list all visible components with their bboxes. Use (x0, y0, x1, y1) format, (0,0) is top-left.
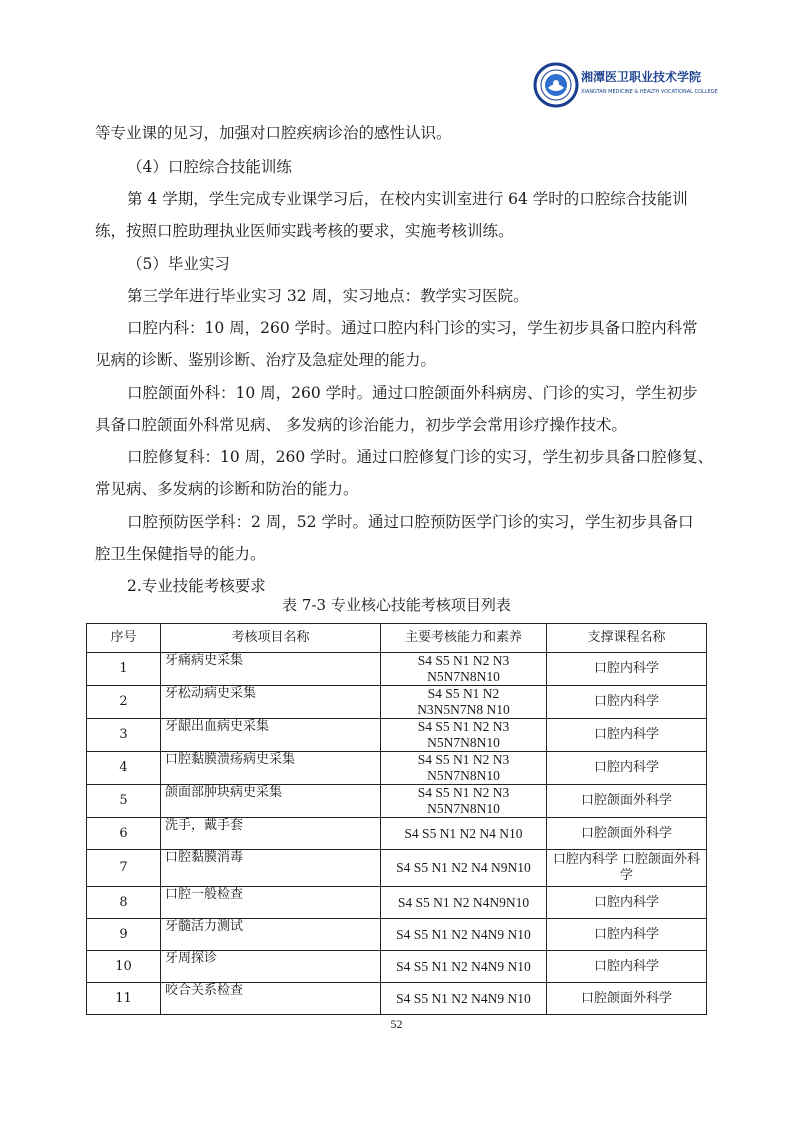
cell-no: 2 (87, 686, 161, 719)
cell-no: 3 (87, 719, 161, 752)
cell-course: 口腔内科学 口腔颌面外科学 (547, 850, 707, 887)
ability-line: N5N7N8N10 (427, 768, 500, 783)
cell-no: 9 (87, 919, 161, 951)
cell-name: 牙松动病史采集 (161, 686, 381, 719)
table-row (87, 719, 707, 752)
cell-no: 7 (87, 850, 161, 887)
cell-ability: S4 S5 N1 N2 N4N9N10 (381, 887, 547, 919)
cell-no: 10 (87, 951, 161, 983)
paragraph-line: 第 4 学期，学生完成专业课学习后，在校内实训室进行 64 学时的口腔综合技能训 (127, 190, 688, 208)
cell-name: 洗手，戴手套 (161, 818, 381, 850)
paragraph-line: 具备口腔颌面外科常见病、 多发病的诊治能力，初步学会常用诊疗操作技术。 (95, 416, 627, 434)
cell-no: 6 (87, 818, 161, 850)
cell-course: 口腔颌面外科学 (547, 818, 707, 850)
cell-ability: S4 S5 N1 N2 N4 N10 (381, 818, 547, 850)
skills-table (86, 623, 707, 1015)
cell-no: 8 (87, 887, 161, 919)
table-row (87, 653, 707, 686)
header-name: 考核项目名称 (161, 624, 381, 653)
cell-course: 口腔内科学 (547, 951, 707, 983)
ability-line: S4 S5 N1 N2 N3 (417, 752, 510, 767)
cell-course: 口腔内科学 (547, 752, 707, 785)
cell-no: 5 (87, 785, 161, 818)
cell-ability: S4 S5 N1 N2 N4N9 N10 (381, 951, 547, 983)
paragraph-line: 常见病、多发病的诊断和防治的能力。 (95, 480, 359, 498)
paragraph-line: 口腔修复科：10 周，260 学时。通过口腔修复门诊的实习，学生初步具备口腔修复、 (127, 448, 714, 466)
table-row (87, 919, 707, 951)
cell-no: 1 (87, 653, 161, 686)
cell-name: 牙周探诊 (161, 951, 381, 983)
table-caption: 表 7-3 专业核心技能考核项目列表 (282, 596, 511, 614)
cell-name: 颌面部肿块病史采集 (161, 785, 381, 818)
header-no: 序号 (87, 624, 161, 653)
ability-line: N5N7N8N10 (427, 735, 500, 750)
cell-course: 口腔内科学 (547, 686, 707, 719)
cell-ability (381, 752, 547, 785)
cell-course: 口腔内科学 (547, 887, 707, 919)
paragraph-line: 口腔颌面外科：10 周，260 学时。通过口腔颌面外科病房、门诊的实习，学生初步 (127, 384, 698, 402)
cell-course: 口腔内科学 (547, 719, 707, 752)
ability-line: S4 S5 N1 N2 N3 (417, 719, 510, 734)
page-number: 52 (390, 1017, 403, 1031)
header-logo (533, 62, 718, 112)
cell-name: 口腔一般检查 (161, 887, 381, 919)
ability-line: N5N7N8N10 (427, 669, 500, 684)
cell-course: 口腔内科学 (547, 653, 707, 686)
table-row (87, 752, 707, 785)
subheading: （4）口腔综合技能训练 (127, 158, 292, 176)
ability-line: S4 S5 N1 N2 N3 (417, 653, 510, 668)
ability-line: S4 S5 N1 N2 (427, 686, 500, 701)
school-name: 湘潭医卫职业技术学院 (581, 70, 702, 84)
table-row (87, 686, 707, 719)
cell-ability (381, 785, 547, 818)
cell-name: 口腔黏膜消毒 (161, 850, 381, 887)
cell-no: 4 (87, 752, 161, 785)
table-row (87, 887, 707, 919)
cell-name: 牙痛病史采集 (161, 653, 381, 686)
cell-ability: S4 S5 N1 N2 N4 N9N10 (381, 850, 547, 887)
paragraph-line: 口腔内科：10 周，260 学时。通过口腔内科门诊的实习，学生初步具备口腔内科常 (127, 319, 698, 337)
cell-no: 11 (87, 983, 161, 1015)
header-ability: 主要考核能力和素养 (381, 624, 547, 653)
school-seal-icon (533, 62, 579, 108)
table-header-row (87, 624, 707, 653)
cell-course: 口腔颌面外科学 (547, 983, 707, 1015)
table-row (87, 983, 707, 1015)
ability-line: N5N7N8N10 (427, 801, 500, 816)
cell-name: 咬合关系检查 (161, 983, 381, 1015)
cell-course: 口腔颌面外科学 (547, 785, 707, 818)
paragraph-line: 见病的诊断、鉴别诊断、治疗及急症处理的能力。 (95, 351, 437, 369)
table-row (87, 785, 707, 818)
paragraph-line: 等专业课的见习，加强对口腔疾病诊治的感性认识。 (95, 124, 452, 142)
cell-ability: S4 S5 N1 N2 N4N9 N10 (381, 919, 547, 951)
school-name-en: XIANGTAN MEDICINE & HEALTH VOCATIONAL COLLEGE (581, 89, 718, 95)
table-row (87, 951, 707, 983)
cell-ability (381, 719, 547, 752)
header-course: 支撑课程名称 (547, 624, 707, 653)
cell-name: 牙龈出血病史采集 (161, 719, 381, 752)
cell-course: 口腔内科学 (547, 919, 707, 951)
ability-line: N3N5N7N8 N10 (417, 702, 510, 717)
paragraph-line: 练，按照口腔助理执业医师实践考核的要求，实施考核训练。 (95, 222, 514, 240)
paragraph-line: 第三学年进行毕业实习 32 周，实习地点：教学实习医院。 (127, 287, 529, 305)
paragraph-line: 腔卫生保健指导的能力。 (95, 545, 266, 563)
cell-ability (381, 653, 547, 686)
section-heading: 2.专业技能考核要求 (127, 577, 266, 595)
subheading: （5）毕业实习 (127, 255, 230, 273)
paragraph-line: 口腔预防医学科：2 周，52 学时。通过口腔预防医学门诊的实习，学生初步具备口 (127, 513, 694, 531)
cell-ability (381, 686, 547, 719)
table-row (87, 850, 707, 887)
cell-name: 牙髓活力测试 (161, 919, 381, 951)
cell-name: 口腔黏膜溃疡病史采集 (161, 752, 381, 785)
cell-ability: S4 S5 N1 N2 N4N9 N10 (381, 983, 547, 1015)
table-row (87, 818, 707, 850)
ability-line: S4 S5 N1 N2 N3 (417, 785, 510, 800)
